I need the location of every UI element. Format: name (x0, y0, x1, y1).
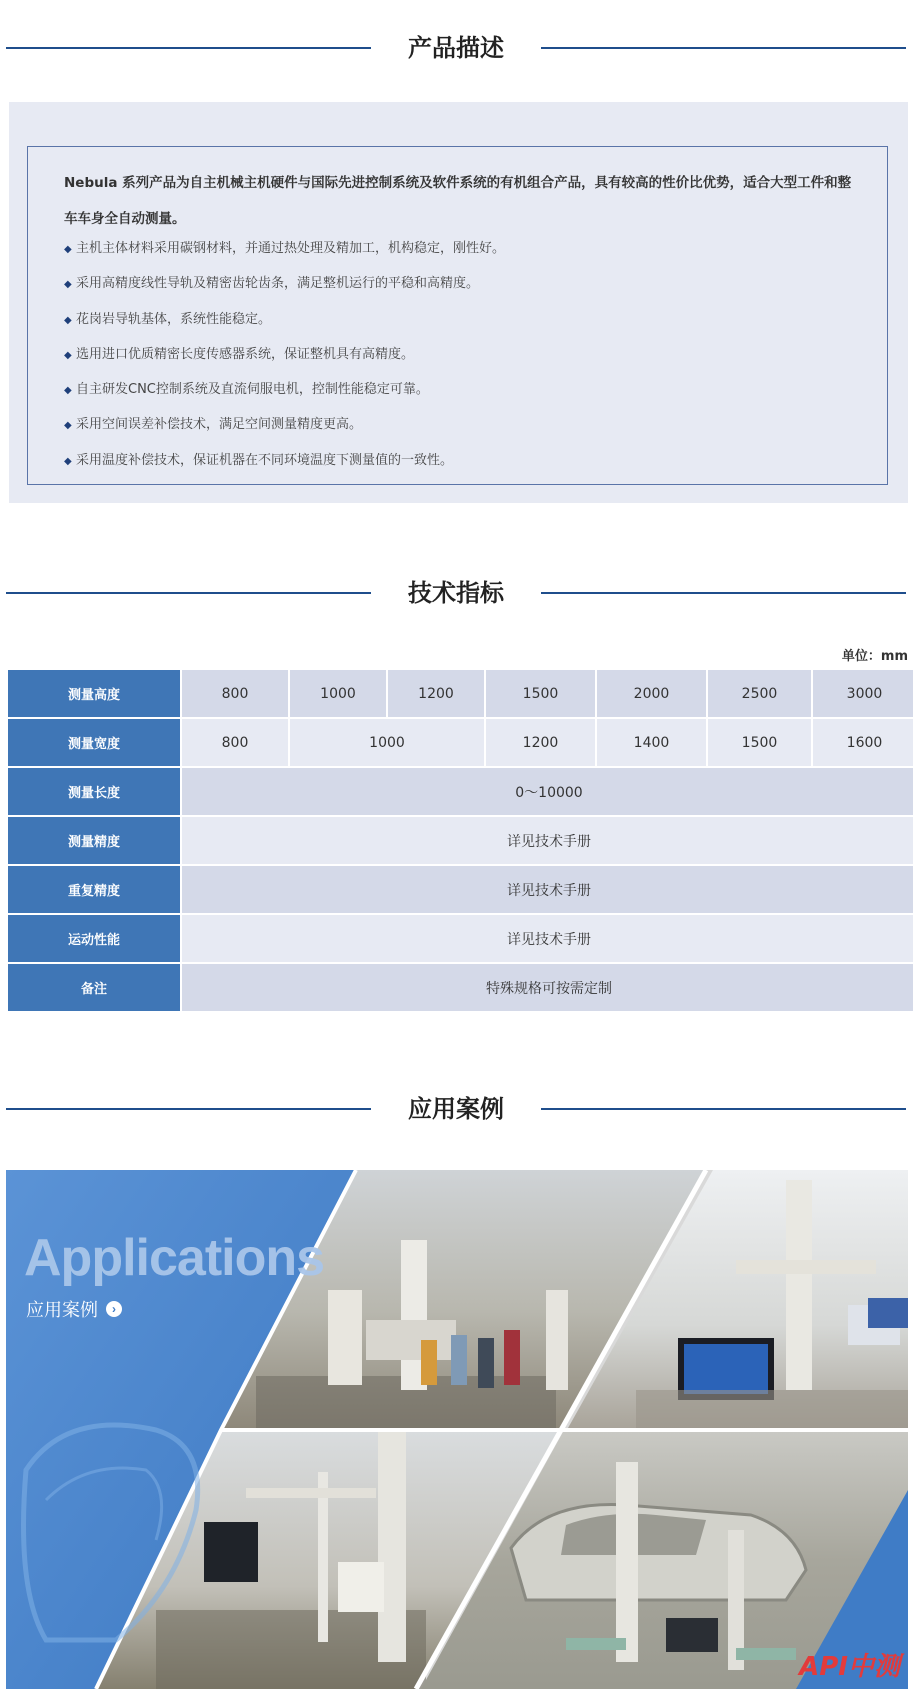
divider-right (541, 592, 906, 594)
table-cell: 0～10000 (182, 768, 913, 815)
section-header-spec (6, 573, 906, 613)
table-cell: 详见技术手册 (182, 915, 913, 962)
divider-right (541, 47, 906, 49)
feature-item: ◆ 花岗岩导轨基体，系统性能稳定。 (64, 310, 864, 331)
applications-collage (6, 1170, 908, 1689)
table-cell: 1000 (290, 719, 484, 766)
table-cell: 特殊规格可按需定制 (182, 964, 913, 1011)
description-box (27, 146, 888, 485)
diamond-bullet-icon: ◆ (64, 420, 72, 431)
feature-item: ◆ 自主研发CNC控制系统及直流伺服电机，控制性能稳定可靠。 (64, 380, 864, 401)
feature-item: ◆ 采用空间误差补偿技术，满足空间测量精度更高。 (64, 415, 864, 436)
table-row (8, 719, 913, 766)
section-header-description (6, 28, 906, 68)
table-row (8, 817, 913, 864)
diamond-bullet-icon: ◆ (64, 385, 72, 396)
applications-link-label: 应用案例 (26, 1300, 98, 1321)
section-title: 技术指标 (408, 579, 504, 607)
table-row (8, 964, 913, 1011)
applications-link[interactable] (26, 1296, 122, 1322)
table-cell: 2500 (708, 670, 811, 717)
description-panel (9, 102, 908, 503)
table-cell: 1500 (708, 719, 811, 766)
table-row (8, 670, 913, 717)
row-header: 测量高度 (8, 670, 180, 717)
section-header-applications (6, 1089, 906, 1129)
table-cell: 1000 (290, 670, 386, 717)
table-cell: 1200 (388, 670, 484, 717)
divider-right (541, 1108, 906, 1110)
table-cell: 详见技术手册 (182, 817, 913, 864)
section-title: 产品描述 (408, 34, 504, 62)
row-header: 重复精度 (8, 866, 180, 913)
table-cell: 3000 (813, 670, 913, 717)
feature-item: ◆ 主机主体材料采用碳钢材料，并通过热处理及精加工，机构稳定，刚性好。 (64, 239, 864, 260)
row-header: 运动性能 (8, 915, 180, 962)
table-cell: 1600 (813, 719, 913, 766)
chevron-right-icon: › (106, 1301, 122, 1317)
applications-banner-title: Applications (24, 1229, 325, 1287)
diamond-bullet-icon: ◆ (64, 244, 72, 255)
row-header: 测量精度 (8, 817, 180, 864)
diamond-bullet-icon: ◆ (64, 315, 72, 326)
table-cell: 800 (182, 719, 288, 766)
unit-label: 单位：mm (841, 649, 908, 664)
description-intro: Nebula 系列产品为自主机械主机硬件与国际先进控制系统及软件系统的有机组合产品，具有较高的性价比优势，适合大型工件和整车车身全自动测量。 (64, 175, 852, 227)
feature-item: ◆ 采用温度补偿技术，保证机器在不同环境温度下测量值的一致性。 (64, 451, 864, 472)
table-cell: 1500 (486, 670, 595, 717)
row-header: 测量长度 (8, 768, 180, 815)
table-cell: 800 (182, 670, 288, 717)
logo: API中测 (799, 1652, 900, 1682)
table-row (8, 915, 913, 962)
table-cell: 1400 (597, 719, 706, 766)
row-header: 测量宽度 (8, 719, 180, 766)
diamond-bullet-icon: ◆ (64, 350, 72, 361)
diamond-bullet-icon: ◆ (64, 279, 72, 290)
table-cell: 2000 (597, 670, 706, 717)
table-cell: 详见技术手册 (182, 866, 913, 913)
table-cell: 1200 (486, 719, 595, 766)
feature-item: ◆ 采用高精度线性导轨及精密齿轮齿条，满足整机运行的平稳和高精度。 (64, 274, 864, 295)
feature-item: ◆ 选用进口优质精密长度传感器系统，保证整机具有高精度。 (64, 345, 864, 366)
section-title: 应用案例 (408, 1095, 504, 1123)
spec-table (6, 668, 913, 1013)
diamond-bullet-icon: ◆ (64, 456, 72, 467)
table-row (8, 866, 913, 913)
table-row (8, 768, 913, 815)
row-header: 备注 (8, 964, 180, 1011)
